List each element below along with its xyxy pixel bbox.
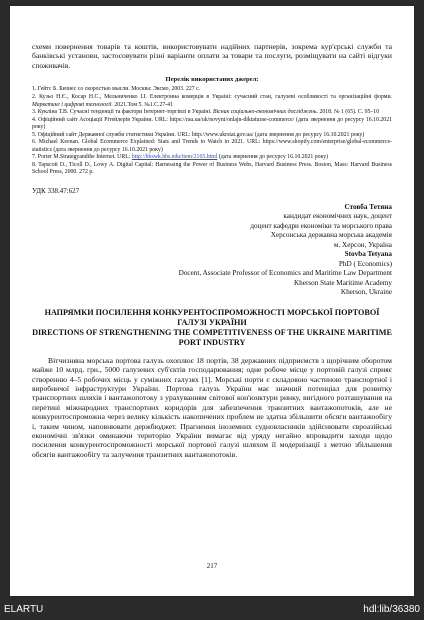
reference-tail: 2018. № 1 (65). С. 95–10 (318, 109, 380, 116)
author-line: кандидат економічних наук, доцент (283, 212, 392, 221)
repository-label: ELARTU (4, 604, 44, 615)
author-line: Docent, Associate Professor of Economics and Maritime Law Department (178, 269, 392, 278)
author-line: Kherson State Maritime Academy (293, 278, 392, 287)
author-name-ua: Стовба Тетяна (344, 202, 392, 211)
page-number: 217 (206, 562, 218, 570)
article-titles (32, 308, 392, 348)
reference-item (32, 86, 392, 94)
author-line: м. Херсон, Україна (333, 240, 392, 249)
author-line: доцент кафедри економіки та морського права (250, 221, 392, 230)
reference-text: 3. Кукліна Т.В. Сучасні тенденції та фактори Інтернет-торгівлі в Україні. (32, 109, 214, 116)
document-page (10, 6, 414, 596)
reference-item (32, 162, 392, 177)
page-content (32, 42, 392, 467)
reference-item (32, 117, 392, 132)
reference-text: 5. Офіційний сайт Державної служби статистики України. URL: http://www.ukrstat.gov.ua/ (дата звернення до ресурсу 16.10.2021 року) (32, 131, 365, 138)
article-title-en: DIRECTIONS OF STRENGTHENING THE COMPETITIVENESS OF THE UKRAINE MARITIME PORT INDUSTRY (32, 327, 392, 347)
reference-item (32, 94, 392, 109)
continued-paragraph: схеми повернення товарів та коштів, використовувати надійних партнерів, зокрема кур'єрські служби та банківські установи, застосовувати різні варіанти оплати за товари та послуги, розміщувати на сайті відгуки споживачів. (32, 42, 392, 70)
reference-text: 6. Michael Keenan. Global Ecommerce Explained: Stats and Trends to Watch in 2021. URL: https://www.shopify.com/enterprise/global-ecommerce-statistics (дата звернення до ресурсу 16.10.2021 року) (32, 139, 392, 153)
reference-journal: Маркетинг і цифрові технології. (32, 101, 113, 108)
reference-journal: Вісник соціально-економічних досліджень. (213, 109, 319, 116)
author-affiliation (32, 203, 392, 298)
reference-text: 8. Tapscott D., Ticoll D., Lowy A. Digital Capital: Harnessing the Power of Business Webs, Harvard Business Press. Boston, Mass: Harvard Business School Press, 2000. 272 p. (32, 161, 392, 176)
author-name-en: Stovba Tetyana (344, 250, 392, 259)
article-body-paragraph: Вітчизняна морська портова галузь охоплює 18 портів, 38 державних підприємств з щорічним оборотом майже 10 млрд. грн., 5000 галузевих суб'єктів господарювання; одне робоче місце у портовій галузі сприяє створенню 4–5 робочих місць у суміжних галузях [1]. Морські порти є складовою частиною транспортної і виробничої інфраструктури України. Портова галузь України має значний потенціал для розвитку транспортних шляхів і вантажопотоку з урахуванням світової кон'юнктури ринку, вигідного розташування на перетині міжнародних транспортних коридорів для забезпечення транзитних вантажопотоків, але не конкурентоспроможна через велику кількість накопичених проблем не здатна збільшити обсяги вантажообігу і, таким чином, наповнювати держбюджет. Прагнення іноземних судновласників здійснювати євроазійські економічні зв'язки оминаючи територію України вимагає від уряду негайно впровадити заходи щодо посилення конкурентоспроможності морської портової галузі шляхом її модернізації з метою збільшення обсягів вантажообігу та залучення транзитних вантажопотоків. (32, 355, 392, 459)
reference-text: 2. Кузьо Н.Є., Косар Н.С., Мельниченко І.І. Електронна комерція в Україні: сучасний стан, галузеві особливості та організаційні форми. (32, 93, 392, 100)
reference-tail: 2021.Том 5. №1.С.27-41 (112, 101, 173, 108)
handle-label: hdl:lib/36380 (363, 604, 420, 615)
reference-item (32, 139, 392, 154)
footer-bar (0, 602, 424, 620)
author-line: Kherson, Ukraine (340, 288, 392, 297)
reference-link[interactable]: http://hbswk.hbs.edu/item/2165.html (131, 154, 218, 161)
reference-item (32, 154, 392, 162)
article-title-ua: НАПРЯМКИ ПОСИЛЕННЯ КОНКУРЕНТОСПРОМОЖНОСТІ МОРСЬКОЇ ПОРТОВОЇ ГАЛУЗІ УКРАЇНИ (44, 307, 380, 327)
udc-code: УДК 338.47:627 (32, 186, 80, 195)
reference-text: 1. Гейтс Б. Бизнес со скоростью мысли. Москва: Эксмо, 2003. 227 с. (32, 86, 201, 93)
reference-item (32, 109, 392, 117)
reference-tail: (дата звернення до ресурсу 16.10.2021 року) (217, 154, 329, 161)
references-title: Перелік використаних джерел: (165, 76, 259, 84)
references-list (32, 86, 392, 176)
reference-text: 4. Офіційний сайт Асоціації Рітейлерів України. URL: https://rau.ua/uk/novyni/onlajn-diktaturae-commerce/ (дата звернення до ресурсу 16.10.2021 року) (32, 116, 392, 131)
author-line: Херсонська державна морська академія (270, 231, 392, 240)
reference-text: 7. Porter M.Strategyandthe Internet. URL: (32, 154, 132, 161)
author-line: PhD ( Economics) (338, 259, 392, 268)
